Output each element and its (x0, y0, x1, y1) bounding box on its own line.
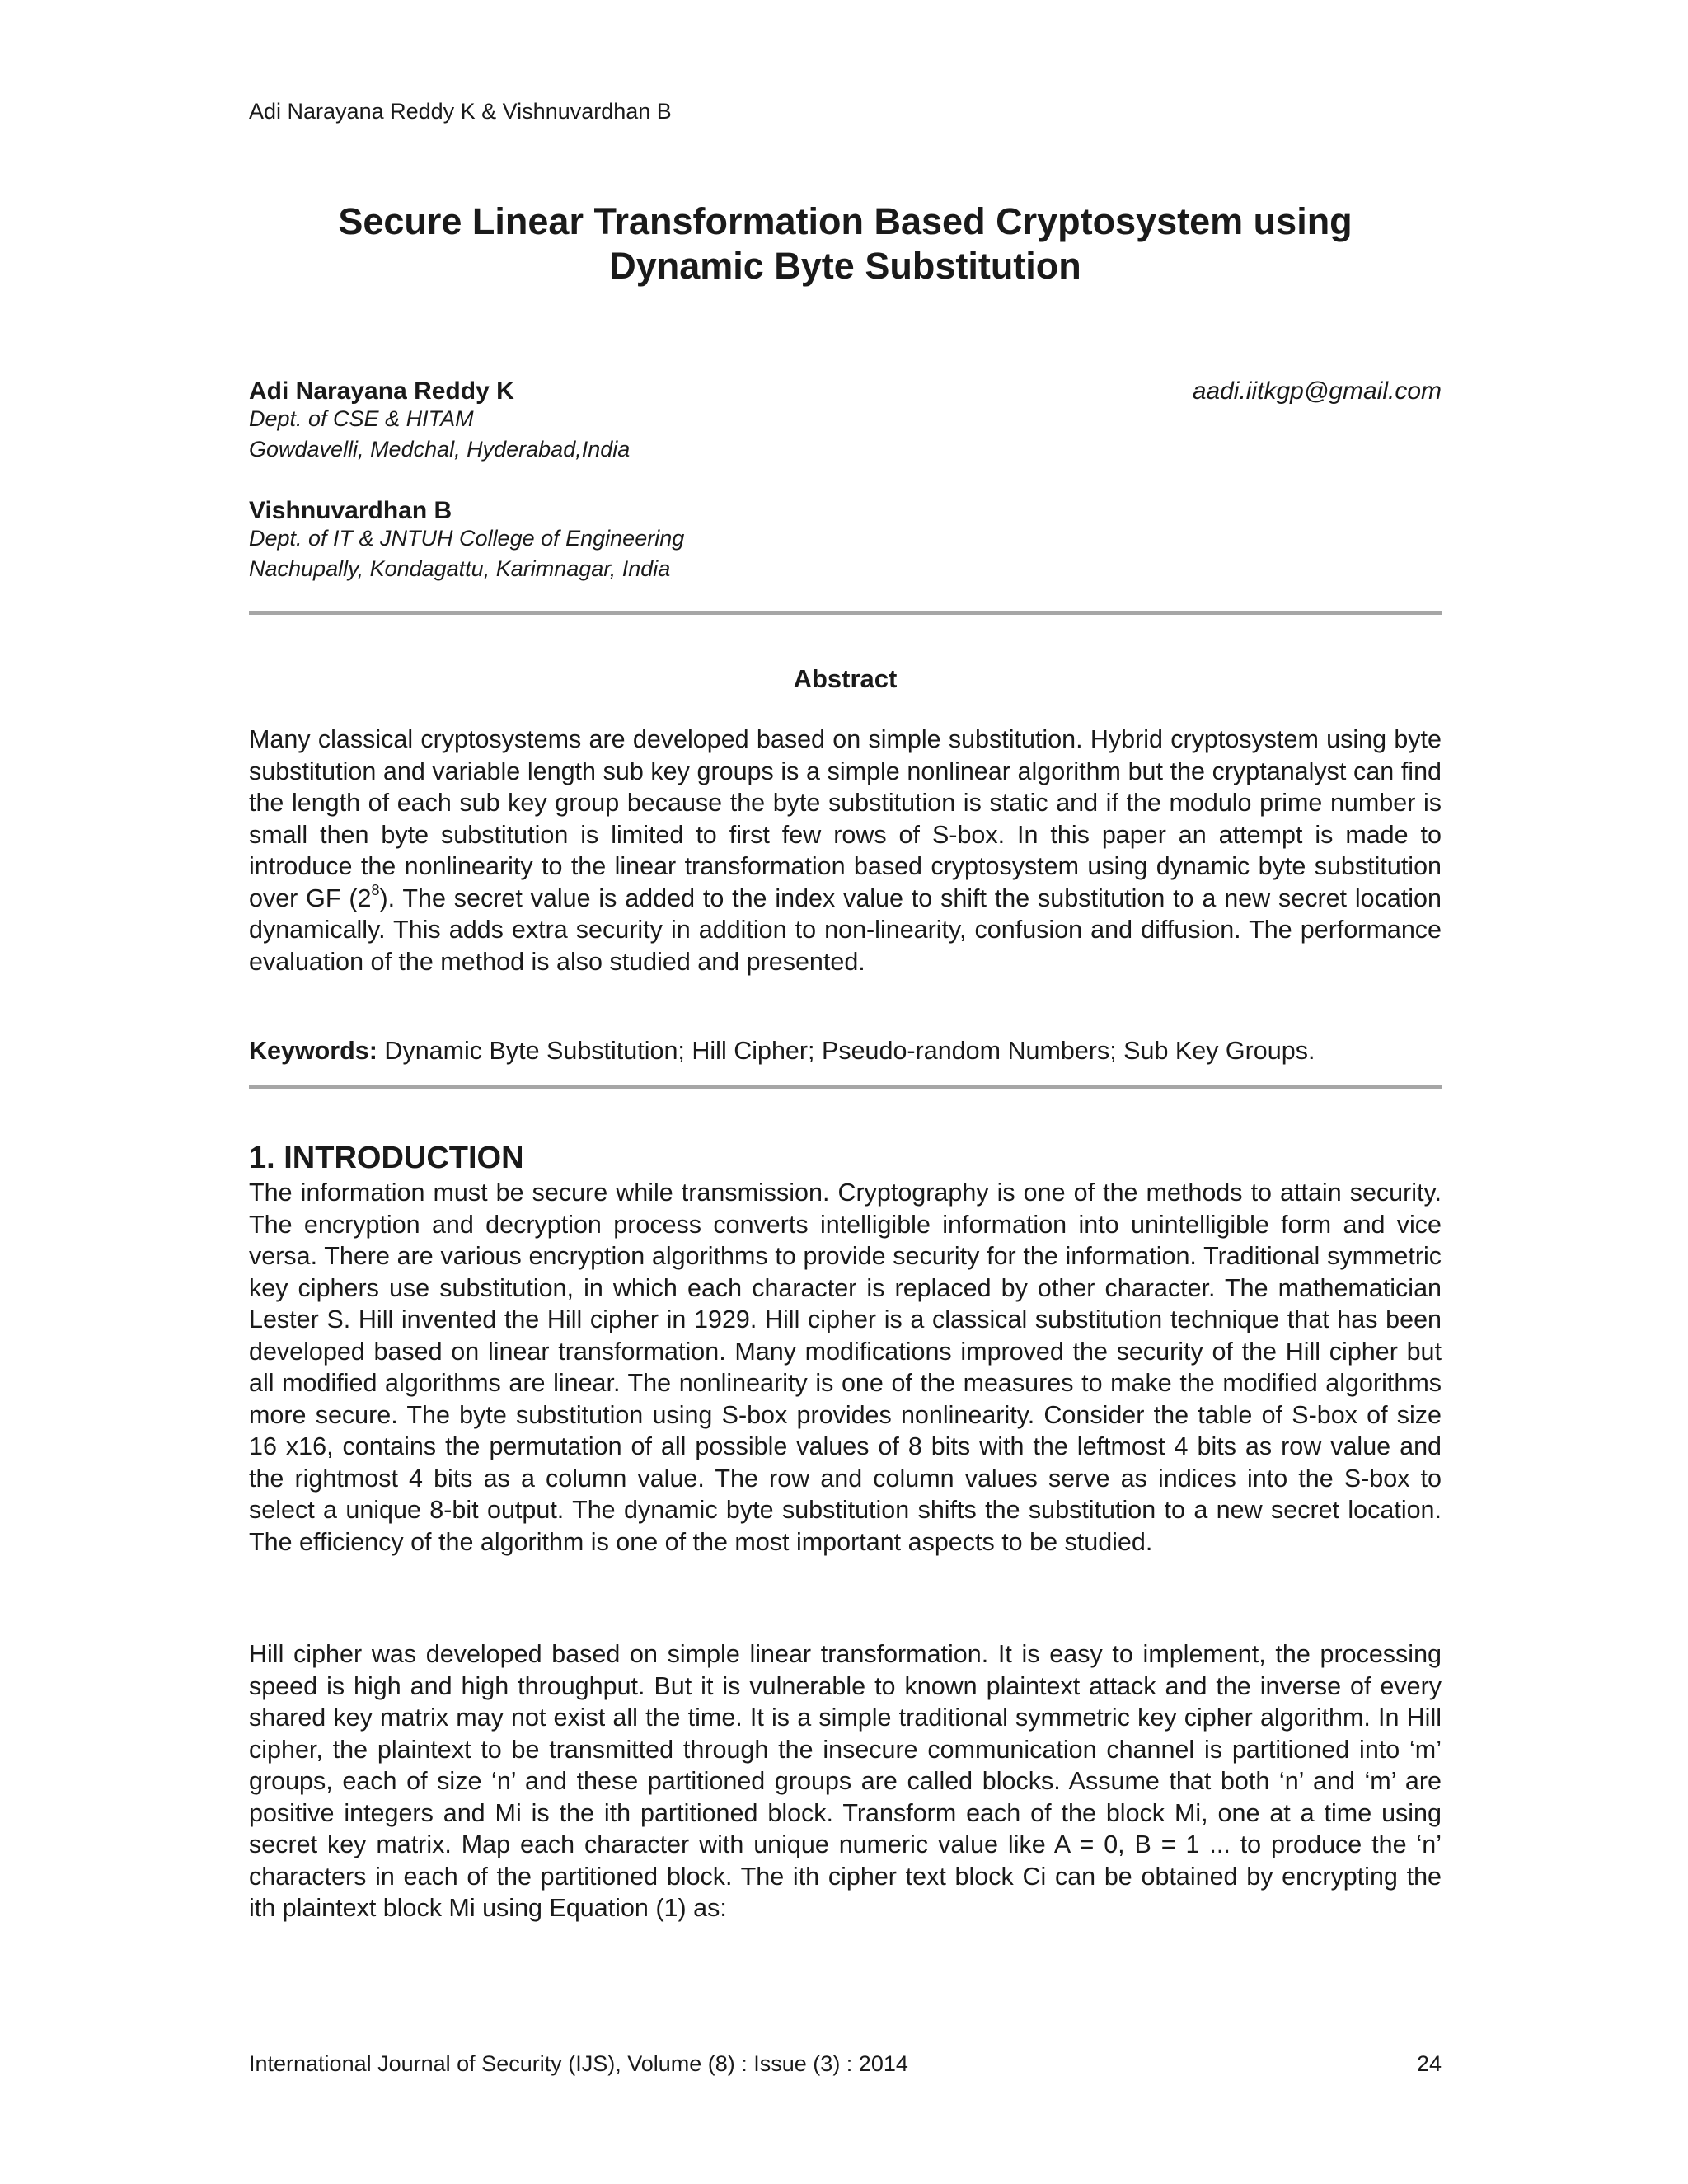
running-head: Adi Narayana Reddy K & Vishnuvardhan B (249, 99, 672, 124)
author-2-affiliation-dept: Dept. of IT & JNTUH College of Engineering (249, 526, 685, 551)
divider-bottom (249, 1085, 1442, 1089)
abstract-text-part-1: Many classical cryptosystems are developed based on simple substitution. Hybrid cryptosystem using byte substitution and variable length sub key groups is a simple nonlinear algorithm but the cryptanalyst can find the length of each sub key group because the byte substitution is static and if the modulo prime number is small then byte substitution is limited to first few rows of S-box. In this paper an attempt is made to introduce the nonlinearity to the linear transformation based cryptosystem using dynamic byte substitution over GF (2 (249, 725, 1442, 912)
author-2-name: Vishnuvardhan B (249, 497, 452, 524)
intro-paragraph-1: The information must be secure while transmission. Cryptography is one of the methods to attain security. The encryption and decryption process converts intelligible information into unintelligible form and vice versa. There are various encryption algorithms to provide security for the information. Traditional symmetric key ciphers use substitution, in which each character is replaced by other character. The mathematician Lester S. Hill invented the Hill cipher in 1929. Hill cipher is a classical substitution technique that has been developed based on linear transformation. Many modifications improved the security of the Hill cipher but all modified algorithms are linear. The nonlinearity is one of the measures to make the modified algorithms more secure. The byte substitution using S-box provides nonlinearity. Consider the table of S-box of size 16 x16, contains the permutation of all possible values of 8 bits with the leftmost 4 bits as row value and the rightmost 4 bits as a column value. The row and column values serve as indices into the S-box to select a unique 8-bit output. The dynamic byte substitution shifts the substitution to a new secret location. The efficiency of the algorithm is one of the most important aspects to be studied. (249, 1179, 1442, 1556)
footer-journal: International Journal of Security (IJS), Volume (8) : Issue (3) : 2014 (249, 2051, 908, 2076)
divider-top (249, 611, 1442, 615)
author-1-affiliation-location: Gowdavelli, Medchal, Hyderabad,India (249, 437, 631, 462)
footer-page-number: 24 (1416, 2051, 1442, 2076)
paper-title (249, 199, 1442, 288)
author-1-name: Adi Narayana Reddy K (249, 377, 514, 405)
author-1-email: aadi.iitkgp@gmail.com (1192, 377, 1442, 405)
abstract-superscript: 8 (371, 882, 380, 899)
intro-paragraph-2: Hill cipher was developed based on simple linear transformation. It is easy to implement, the processing speed is high and high throughput. But it is vulnerable to known plaintext attack and the inverse of every shared key matrix may not exist all the time. It is a simple traditional symmetric key cipher algorithm. In Hill cipher, the plaintext to be transmitted through the insecure communication channel is partitioned into ‘m’ groups, each of size ‘n’ and these partitioned groups are called blocks. Assume that both ‘n’ and ‘m’ are positive integers and Mi is the ith partitioned block. Transform each of the block Mi, one at a time using secret key matrix. Map each character with unique numeric value like A = 0, B = 1 ... to produce the ‘n’ characters in each of the partitioned block. The ith cipher text block Ci can be obtained by encrypting the ith plaintext block Mi using Equation (1) as: (249, 1640, 1442, 1922)
keywords-line (249, 1035, 1442, 1067)
title-line-2: Dynamic Byte Substitution (609, 245, 1081, 287)
abstract-text-part-2: ). The secret value is added to the index value to shift the substitution to a new secret location dynamically. This adds extra security in addition to non-linearity, confusion and diffusion. The performance evaluation of the method is also studied and presented. (249, 883, 1442, 976)
abstract-body (249, 724, 1442, 977)
author-2-affiliation-location: Nachupally, Kondagattu, Karimnagar, India (249, 556, 671, 581)
title-line-1: Secure Linear Transformation Based Cryptosystem using (338, 200, 1353, 242)
abstract-heading: Abstract (793, 664, 898, 693)
author-1-affiliation-dept: Dept. of CSE & HITAM (249, 406, 474, 431)
keywords-label: Keywords: (249, 1037, 377, 1065)
section-heading-introduction: 1. INTRODUCTION (249, 1141, 524, 1175)
keywords-text: Dynamic Byte Substitution; Hill Cipher; Pseudo-random Numbers; Sub Key Groups. (384, 1037, 1315, 1065)
